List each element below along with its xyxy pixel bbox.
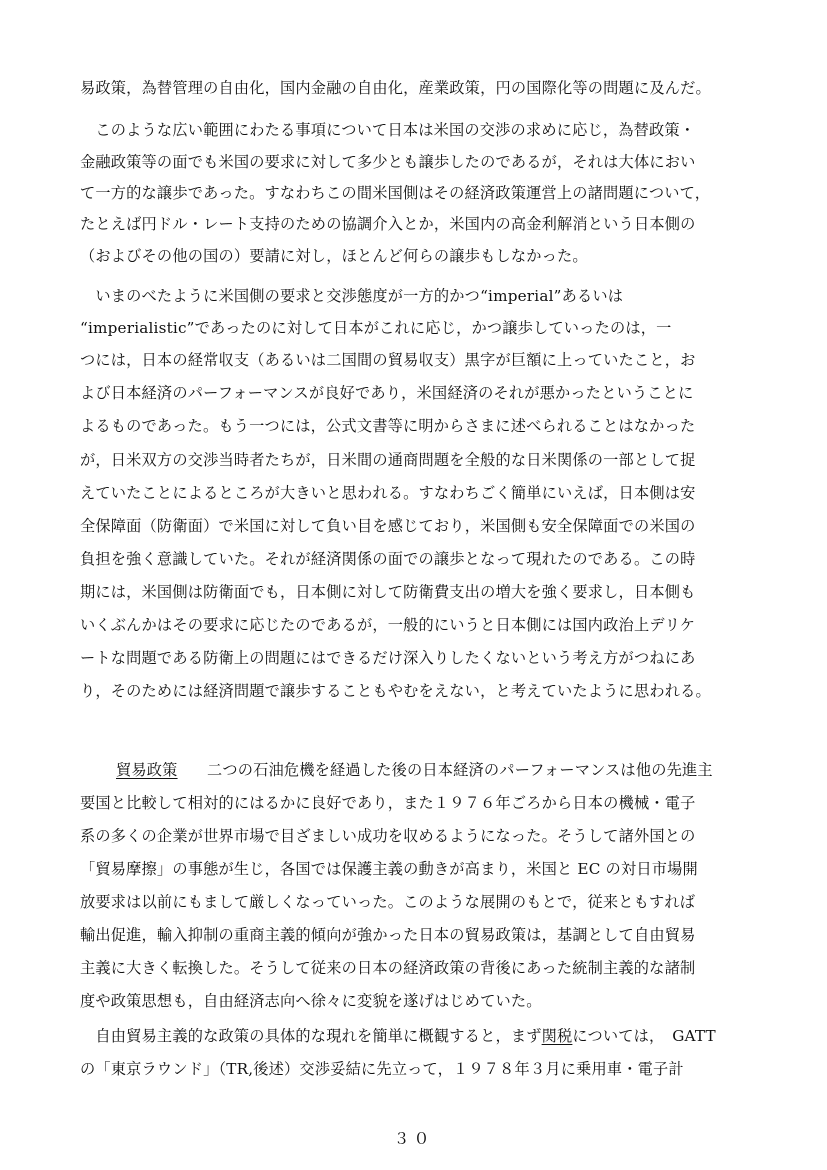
text-line: が，日米双方の交渉当時者たちが，日米間の通商問題を全般的な日米関係の一部として捉 [80,451,696,469]
tariff-suffix: については， GATT [572,1027,716,1045]
text-line: “imperialistic”であったのに対して日本がこれに応じ，かつ譲歩していったのは，一 [80,319,672,337]
text-line: えていたことによるところが大きいと思われる。すなわちごく簡単にいえば，日本側は安 [80,484,696,502]
text-line: ートな問題である防衛上の問題にはできるだけ深入りしたくないという考え方がつねにあ [80,649,696,667]
text-line: よるものであった。もう一つには，公式文書等に明からさまに述べられることはなかった [80,417,696,435]
text-line: の「東京ラウンド」（TR,後述）交渉妥結に先立って，１９７８年３月に乗用車・電子計 [80,1060,684,1078]
page-number: ３０ [393,1129,434,1148]
text-line: 系の多くの企業が世界市場で目ざましい成功を収めるようになった。そうして諸外国との [80,827,696,845]
text-line: つには，日本の経常収支（あるいは二国間の貿易収支）黒字が巨額に上っていたこと，お [80,351,696,369]
text-line: 放要求は以前にもまして厳しくなっていった。このような展開のもとで，従来ともすれば [80,893,696,911]
text-line-tariff [80,1026,750,1046]
text-line: 期には，米国側は防衛面でも，日本側に対して防衛費支出の増大を強く要求し，日本側も [80,583,696,601]
text-line: 要国と比較して相対的にはるかに良好であり，また１９７６年ごろから日本の機械・電子 [80,794,696,812]
text-line: 全保障面（防衛面）で米国に対して負い目を感じており，米国側も安全保障面での米国の [80,517,696,535]
text-line: 金融政策等の面でも米国の要求に対して多少とも譲歩したのであるが，それは大体におい [80,153,696,171]
text-line: 度や政策思想も，自由経済志向へ徐々に変貌を遂げはじめていた。 [80,992,542,1010]
text-line: て一方的な譲歩であった。すなわちこの間米国側はその経済政策運営上の諸問題について， [80,184,711,202]
text-line: いまのべたように米国側の要求と交渉態度が一方的かつ“imperial”あるいは [80,287,624,305]
text-line: このような広い範囲にわたる事項について日本は米国の交渉の求めに応じ，為替政策・ [80,121,696,139]
section-first-line [80,760,750,780]
text-line: 負担を強く意識していた。それが経済関係の面での譲歩となって現れたのである。この時 [80,550,696,568]
text-line: よび日本経済のパーフォーマンスが良好であり，米国経済のそれが悪かったということに [80,384,694,402]
text-line: 主義に大きく転換した。そうして従来の日本の経済政策の背後にあった統制主義的な諸制 [80,959,696,977]
tariff-prefix: 自由貿易主義的な政策の具体的な現れを簡単に概観すると，まず [80,1027,542,1045]
text-line: いくぶんかはその要求に応じたのであるが，一般的にいうと日本側には国内政治上デリケ [80,616,696,634]
text-line: たとえば円ドル・レート支持のための協調介入とか，米国内の高金利解消という日本側の [80,215,696,233]
text-line: り，そのためには経済問題で譲歩することもやむをえない，と考えていたように思われる。 [80,682,711,700]
text-line: （およびその他の国の）要請に対し，ほとんど何らの譲歩もしなかった。 [80,247,588,265]
tariff-term: 関税 [541,1027,573,1045]
text-line: 易政策，為替管理の自由化，国内金融の自由化，産業政策，円の国際化等の問題に及んだ。 [80,79,711,97]
text-line: 「貿易摩擦」の事態が生じ，各国では保護主義の動きが高まり，米国と EC の対日市場開 [80,860,698,878]
section-heading: 貿易政策 [116,761,178,779]
section-first-line-text: 二つの石油危機を経過した後の日本経済のパーフォーマンスは他の先進主 [191,761,713,779]
text-line: 輸出促進，輸入抑制の重商主義的傾向が強かった日本の貿易政策は，基調として自由貿易 [80,926,696,944]
